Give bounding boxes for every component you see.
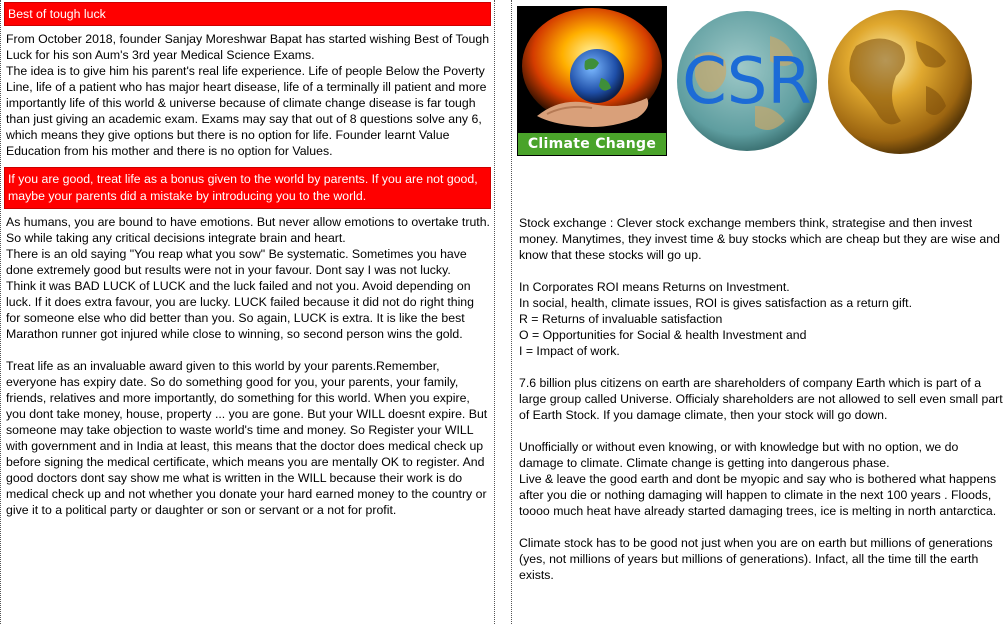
right-column — [517, 0, 1006, 583]
column-divider-right — [511, 0, 512, 624]
climate-change-caption: Climate Change — [518, 133, 666, 155]
left-column — [4, 0, 491, 518]
header-best-of-tough-luck: Best of tough luck — [4, 2, 491, 26]
left-border — [0, 0, 1, 624]
will-paragraph: Treat life as an invaluable award given to this world by your parents.Remember, everyone has expiry date. So do something good for you, your parents, your family, friends, relatives and more importantly, do something for this world. When you expire, you dont take money, house, property ... you are gone. But your WILL doesnt expire. But someone may take objection to waste world's time and money. So Register your WILL with government and in India at least, this means that the doctor does medical check up before signing the medical certificate, which means you are mentally OK to register. And good doctors dont say show me what is written in the WILL because their work is do medical check up and not whether you donate your hard earned money to the country or give it to a political party or daughter or son or servant or a not for profit. — [6, 359, 491, 517]
csr-globe-icon — [675, 6, 820, 156]
header-treat-life-bonus: If you are good, treat life as a bonus given to the world by parents. If you are not good, maybe your parents did a mistake by introducing you to the world. — [4, 167, 491, 209]
roi-paragraph: In Corporates ROI means Returns on Investment. In social, health, climate issues, ROI is gives satisfaction as a return gift. R = Returns of invaluable satisfaction O = Opportunities for Social & health Investment and I = Impact of work. — [519, 280, 912, 358]
csr-text: CSR — [682, 45, 812, 119]
stock-exchange-paragraph: Stock exchange : Clever stock exchange members think, strategise and then invest money. Manytimes, they invest time & buy stocks which are cheap but they are wise and know that these stocks will go up. — [519, 216, 1004, 262]
emotions-paragraph: As humans, you are bound to have emotions. But never allow emotions to overtake truth. So while taking any critical decisions integrate brain and heart. There is an old saying "You reap what you sow" Be systematic. Sometimes you have done extremely good but results were not in your favour. Dont say I was not lucky. Think it was BAD LUCK of LUCK and the luck failed and not you. Avoid depending on luck. If it does extra favour, you are lucky. LUCK failed because it did not do right thing for someone else who did better than you. So again, LUCK is extra. It is like the best Marathon runner got injured while close to winning, so second person wins the gold. — [6, 215, 490, 341]
climate-change-image — [517, 6, 667, 156]
intro-paragraph: From October 2018, founder Sanjay Moreshwar Bapat has started wishing Best of Tough Luck for his son Aum's 3rd year Medical Science Exams. The idea is to give him his parent's real life experience. Life of people Below the Poverty Line, life of a patient who has major heart disease, life of a terminally ill patient and more importantly life of this world & universe because of climate change disease is far tough than just giving an academic exam. Exams may say that out of 8 questions solve any 6, which means they give options but there is no option for life. Founder learnt Value Education from his mother and there is no option for Values. — [6, 32, 490, 158]
climate-stock-paragraph: Climate stock has to be good not just when you are on earth but millions of generations (yes, not millions of years but millions of generations). Infact, all the time till the earth exists. — [519, 536, 997, 582]
shareholders-paragraph: 7.6 billion plus citizens on earth are shareholders of company Earth which is part of a large group called Universe. Officialy shareholders are not allowed to sell even small part of Earth Stock. If you damage climate, then your stock will go down. — [519, 376, 1006, 422]
image-row — [517, 6, 1003, 161]
column-divider — [494, 0, 495, 624]
climate-damage-paragraph: Unofficially or without even knowing, or with knowledge but with no option, we do damage to climate. Climate change is getting into dangerous phase. Live & leave the good earth and dont be myopic and say who is bothered what happens after you die or nothing damaging will happen to climate in the next 100 years . Floods, toooo much heat have already started damaging trees, ice is melting in north antarctica. — [519, 440, 997, 518]
golden-globe-icon — [826, 6, 974, 158]
